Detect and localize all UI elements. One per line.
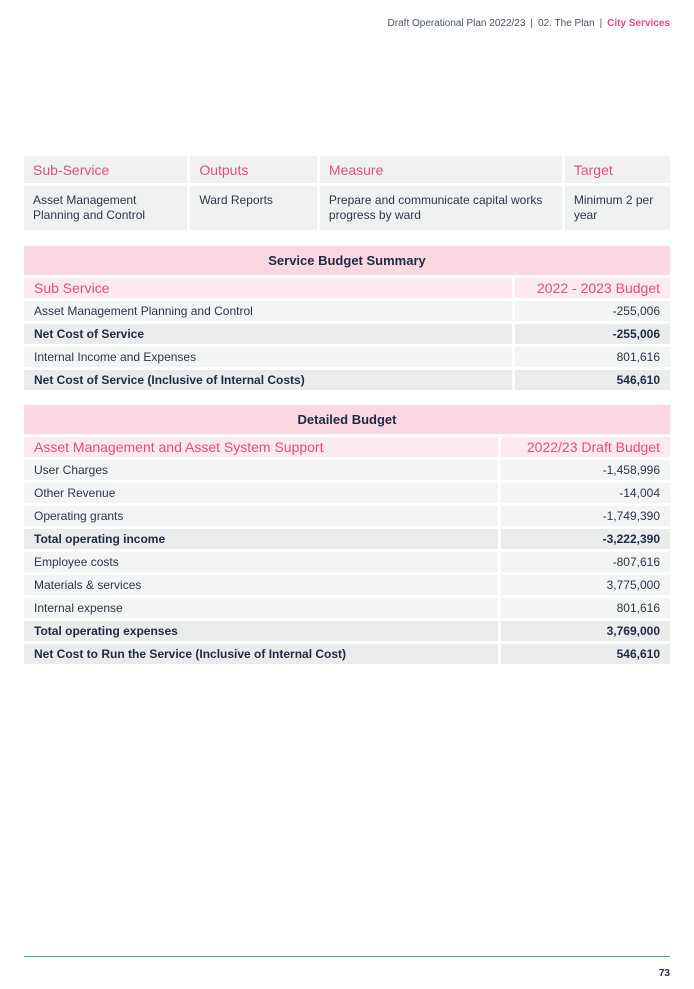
row-label: Net Cost of Service (Inclusive of Internal Costs) <box>24 370 512 390</box>
row-label: Other Revenue <box>24 483 498 503</box>
detail-title: Detailed Budget <box>24 405 670 434</box>
footer-divider <box>24 956 670 957</box>
row-label: Total operating income <box>24 529 498 549</box>
summary-col-value: 2022 - 2023 Budget <box>515 278 670 298</box>
row-value: -255,006 <box>515 324 670 344</box>
row-value: -14,004 <box>501 483 670 503</box>
separator: | <box>599 18 603 29</box>
col-header-measure: Measure <box>320 156 562 183</box>
row-label: Operating grants <box>24 506 498 526</box>
table-row <box>24 506 670 526</box>
row-value: 3,769,000 <box>501 621 670 641</box>
service-budget-summary-table <box>21 243 673 393</box>
table-row <box>24 483 670 503</box>
row-label: Employee costs <box>24 552 498 572</box>
table-row <box>24 186 670 230</box>
row-label: Internal expense <box>24 598 498 618</box>
row-label: Net Cost of Service <box>24 324 512 344</box>
cell-outputs: Ward Reports <box>190 186 317 230</box>
row-label: Internal Income and Expenses <box>24 347 512 367</box>
row-value: -255,006 <box>515 301 670 321</box>
row-label: Materials & services <box>24 575 498 595</box>
detailed-budget-table <box>21 402 673 667</box>
table-row <box>24 575 670 595</box>
summary-title: Service Budget Summary <box>24 246 670 275</box>
row-value: -3,222,390 <box>501 529 670 549</box>
table-row <box>24 301 670 321</box>
row-value: -807,616 <box>501 552 670 572</box>
row-value: 801,616 <box>501 598 670 618</box>
table-row <box>24 644 670 664</box>
col-header-outputs: Outputs <box>190 156 317 183</box>
page-header <box>388 18 670 29</box>
table-row <box>24 598 670 618</box>
row-value: -1,749,390 <box>501 506 670 526</box>
table-row <box>24 621 670 641</box>
detail-col-label: Asset Management and Asset System Support <box>24 437 498 457</box>
row-value: 546,610 <box>501 644 670 664</box>
row-label: Total operating expenses <box>24 621 498 641</box>
doc-title: Draft Operational Plan 2022/23 <box>387 18 526 29</box>
table-row <box>24 347 670 367</box>
subsection-label: City Services <box>607 18 670 29</box>
col-header-sub-service: Sub-Service <box>24 156 187 183</box>
page-number: 73 <box>658 968 670 979</box>
row-value: 546,610 <box>515 370 670 390</box>
col-header-target: Target <box>565 156 670 183</box>
row-value: -1,458,996 <box>501 460 670 480</box>
row-value: 3,775,000 <box>501 575 670 595</box>
separator: | <box>530 18 534 29</box>
cell-target: Minimum 2 per year <box>565 186 670 230</box>
table-row <box>24 370 670 390</box>
row-label: Asset Management Planning and Control <box>24 301 512 321</box>
table-row <box>24 324 670 344</box>
section-label: 02. The Plan <box>538 18 595 29</box>
table-row <box>24 460 670 480</box>
row-label: User Charges <box>24 460 498 480</box>
cell-sub-service: Asset Management Planning and Control <box>24 186 187 230</box>
outputs-header-row <box>24 156 670 183</box>
cell-measure: Prepare and communicate capital works progress by ward <box>320 186 562 230</box>
table-row <box>24 529 670 549</box>
detail-col-value: 2022/23 Draft Budget <box>501 437 670 457</box>
row-value: 801,616 <box>515 347 670 367</box>
summary-col-label: Sub Service <box>24 278 512 298</box>
table-row <box>24 552 670 572</box>
outputs-table <box>21 153 673 233</box>
row-label: Net Cost to Run the Service (Inclusive of Internal Cost) <box>24 644 498 664</box>
